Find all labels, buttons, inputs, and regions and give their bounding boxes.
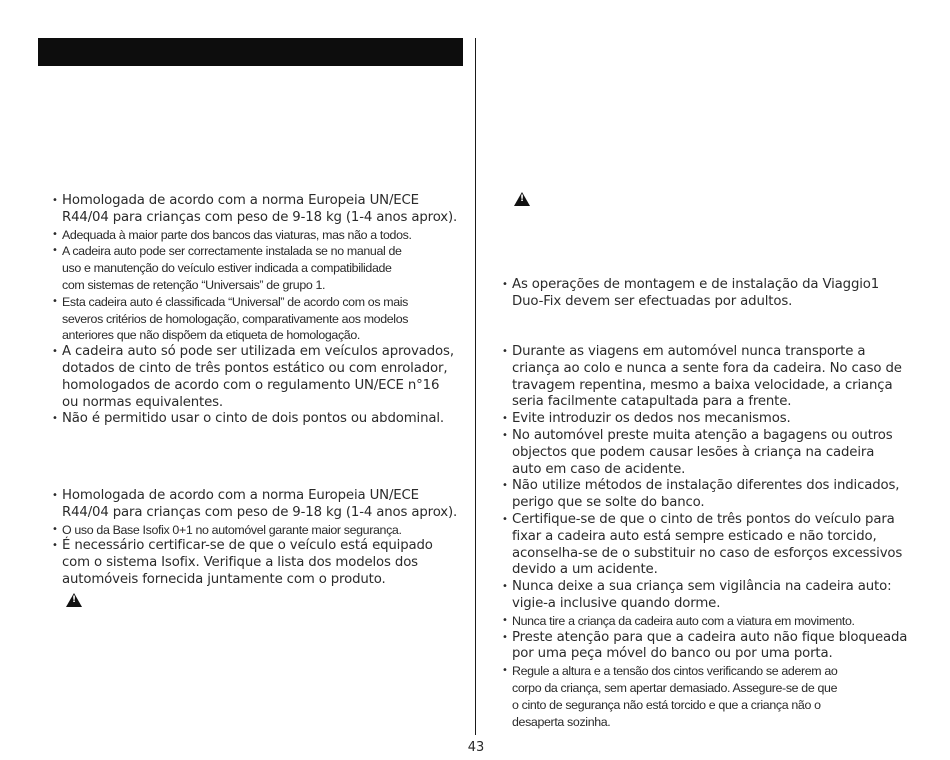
list-item-line: o cinto de segurança não está torcido e que a criança não o <box>512 697 821 712</box>
list-item-line: com sistemas de retenção “Universais” de grupo 1. <box>62 277 326 292</box>
list-item <box>502 344 907 411</box>
right-list-1 <box>502 277 879 311</box>
page-number: 43 <box>467 740 485 755</box>
list-item-line: A cadeira auto só pode ser utilizada em veículos aprovados, <box>62 344 454 360</box>
list-item <box>52 488 457 522</box>
list-item-line: Evite introduzir os dedos nos mecanismos. <box>512 411 791 427</box>
list-item-line: objectos que podem causar lesões à criança na cadeira <box>512 444 875 460</box>
section-header-bar <box>38 38 463 66</box>
list-item-line: corpo da criança, sem apertar demasiado. Assegure-se de que <box>512 680 838 695</box>
list-item <box>52 538 457 588</box>
list-item-line: fixar a cadeira auto está sempre esticado e não torcido, <box>512 528 877 544</box>
list-item-line: Nunca tire a criança da cadeira auto com a viatura em movimento. <box>512 613 855 628</box>
list-item <box>502 579 907 613</box>
list-item <box>502 411 907 428</box>
list-item-line: Certifique-se de que o cinto de três pontos do veículo para <box>512 511 895 527</box>
list-item <box>52 411 457 428</box>
list-item-line: automóveis fornecida juntamente com o produto. <box>62 571 386 587</box>
list-item-line: Regule a altura e a tensão dos cintos verificando se aderem ao <box>512 664 838 679</box>
list-item-line: No automóvel preste muita atenção a bagagens ou outros <box>512 427 893 443</box>
right-list-2 <box>502 344 907 730</box>
left-list-2 <box>52 488 457 589</box>
list-item-line: desaperta sozinha. <box>512 714 611 729</box>
list-item-line: anteriores que não dispõem da etiqueta de homologação. <box>62 328 360 343</box>
list-item-line: Preste atenção para que a cadeira auto não fique bloqueada <box>512 629 908 645</box>
list-item-line: aconselha-se de o substituir no caso de esforços excessivos <box>512 545 903 561</box>
list-item <box>502 613 907 630</box>
list-item <box>52 227 457 244</box>
list-item <box>502 630 907 664</box>
list-item-line: ou normas equivalentes. <box>62 394 224 410</box>
left-list-1 <box>52 193 457 428</box>
list-item-line: vigie-a inclusive quando dorme. <box>512 595 721 611</box>
list-item-line: R44/04 para crianças com peso de 9-18 kg (1-4 anos aprox). <box>62 209 458 225</box>
list-item-line: Durante as viagens em automóvel nunca transporte a <box>512 344 866 359</box>
list-item-line: Homologada de acordo com a norma Europeia UN/ECE <box>62 488 419 503</box>
list-item-line: devido a um acidente. <box>512 562 658 578</box>
list-item-line: Esta cadeira auto é classificada “Universal” de acordo com os mais <box>62 294 409 309</box>
list-item <box>502 512 907 579</box>
list-item-line: A cadeira auto pode ser correctamente instalada se no manual de <box>62 244 402 259</box>
list-item-line: R44/04 para crianças com peso de 9-18 kg (1-4 anos aprox). <box>62 504 458 520</box>
list-item-line: severos critérios de homologação, comparativamente aos modelos <box>62 311 409 326</box>
list-item-line: homologados de acordo com o regulamento UN/ECE n°16 <box>62 377 440 393</box>
list-item-line: Adequada à maior parte dos bancos das viaturas, mas não a todos. <box>62 227 412 242</box>
warning-icon <box>66 593 82 607</box>
list-item-line: O uso da Base Isofix 0+1 no automóvel garante maior segurança. <box>62 522 402 537</box>
list-item <box>502 277 879 311</box>
list-item-line: seria facilmente catapultada para a frente. <box>512 394 792 410</box>
list-item <box>52 193 457 227</box>
list-item <box>52 294 457 344</box>
list-item-line: auto em caso de acidente. <box>512 461 686 477</box>
list-item-line: dotados de cinto de três pontos estático ou com enrolador, <box>62 360 448 376</box>
column-divider <box>475 38 476 735</box>
list-item-line: Nunca deixe a sua criança sem vigilância na cadeira auto: <box>512 579 892 595</box>
list-item-line: É necessário certificar-se de que o veículo está equipado <box>62 538 433 554</box>
list-item-line: Não utilize métodos de instalação diferentes dos indicados, <box>512 478 900 494</box>
list-item-line: Duo-Fix devem ser efectuadas por adultos. <box>512 293 793 309</box>
list-item <box>502 428 907 478</box>
warning-icon <box>514 192 530 206</box>
list-item <box>52 243 457 293</box>
list-item <box>502 478 907 512</box>
list-item-line: perigo que se solte do banco. <box>512 495 705 511</box>
list-item-line: Homologada de acordo com a norma Europeia UN/ECE <box>62 193 419 208</box>
list-item <box>52 344 457 411</box>
list-item-line: uso e manutenção do veículo estiver indicada a compatibilidade <box>62 261 392 276</box>
list-item <box>502 663 907 730</box>
list-item-line: criança ao colo e nunca a sente fora da cadeira. No caso de <box>512 360 902 376</box>
list-item-line: As operações de montagem e de instalação da Viaggio1 <box>512 277 880 292</box>
list-item-line: travagem repentina, mesmo a baixa velocidade, a criança <box>512 377 893 393</box>
list-item-line: com o sistema Isofix. Verifique a lista dos modelos dos <box>62 555 418 571</box>
list-item <box>52 522 457 539</box>
list-item-line: Não é permitido usar o cinto de dois pontos ou abdominal. <box>62 411 444 427</box>
list-item-line: por uma peça móvel do banco ou por uma porta. <box>512 646 833 662</box>
